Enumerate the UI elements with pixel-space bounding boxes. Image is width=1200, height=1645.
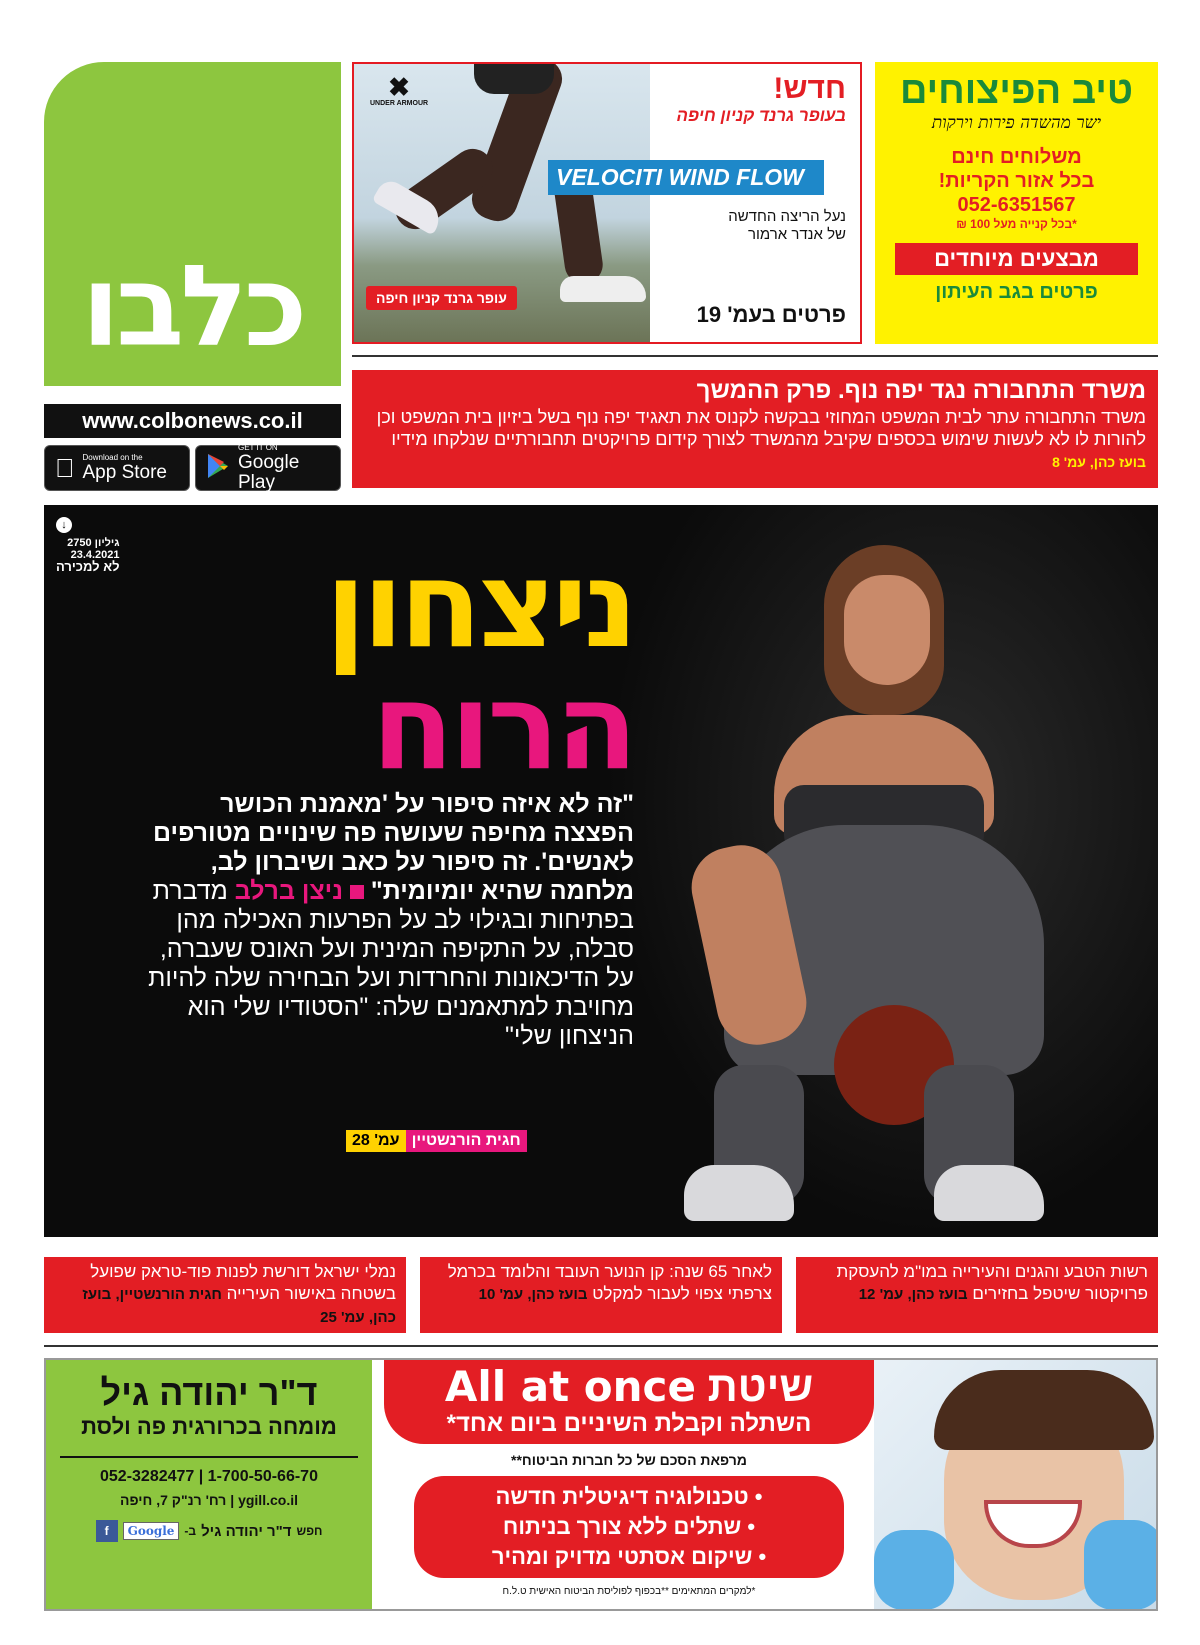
- cover-quote: "זה לא איזה סיפור על 'מאמנת הכושר הפצצה מחיפה שעושה פה שינויים מטורפים לאנשים'. זה סיפור על כאב ושיברון לב, מלחמה שהיא יומיומית": [153, 790, 634, 905]
- dental-fineprint: *למקרים המתאימים **בכפוף לפוליסת הביטוח האישית ט.ל.ח: [502, 1586, 756, 1597]
- dental-title-he: שיטת: [707, 1363, 814, 1410]
- news-headline: משרד התחבורה נגד יפה נוף. פרק ההמשך: [696, 377, 1146, 404]
- cover-page: עמ' 28: [346, 1130, 406, 1152]
- doctor-phones[interactable]: 052-3282477 | 1-700-50-66-70: [100, 1468, 318, 1485]
- facebook-icon[interactable]: f: [96, 1520, 118, 1542]
- logo-text: כלבו: [81, 242, 304, 372]
- pink-bullet-icon: [350, 885, 364, 899]
- pizza-ad[interactable]: [875, 62, 1158, 344]
- cover-title-line-1: ניצחון: [325, 536, 634, 675]
- play-icon: [206, 453, 230, 484]
- download-icon: ↓: [56, 517, 72, 533]
- dental-subtitle: השתלה וקבלת השיניים ביום אחד*: [446, 1410, 812, 1437]
- teaser-1-byline: בועז כהן, עמ' 12: [858, 1286, 968, 1303]
- google-logo[interactable]: Google: [123, 1522, 180, 1540]
- teaser-2-text: לאחר 65 שנה: קן הנוער העובד והלומד בכרמל צרפתי צפוי לעבור למקלט: [447, 1262, 772, 1303]
- ad-desc-2: של אנדר ארמור: [747, 226, 846, 243]
- shop-name: טיב הפיצוחים: [900, 70, 1133, 112]
- issue-date: 23.4.2021: [70, 549, 120, 561]
- doctor-specialty: מומחה בכרורגית פה ולסת: [81, 1414, 337, 1439]
- cover-author: חגית הורנשטיין: [406, 1130, 527, 1152]
- ad-details: פרטים בעמ' 19: [696, 302, 846, 327]
- lead-news-box[interactable]: [352, 370, 1158, 488]
- doctor-address: ygill.co.il | רח' רנ"ק 7, חיפה: [120, 1492, 298, 1508]
- purchase-note: *בכל קנייה מעל 100 ₪: [956, 217, 1077, 231]
- not-for-sale: לא למכירה: [56, 559, 120, 574]
- apple-icon: [55, 453, 75, 484]
- cover-body: מדברת בפתיחות ובגילוי לב על הפרעות האכילה מהן סבלה, על התקיפה המינית ועל האונס שעברה, על הדיכאונות והחרדות ועל הבחירה שלה להיות מחויבת למתאמנים שלה: "הסטודיו שלי הוא הניצחון שלי": [148, 877, 634, 1050]
- feature-item: • טכנולוגיה דיגיטלית חדשה: [495, 1484, 763, 1509]
- teaser-1-text: רשות הטבע והגנים והעירייה במו"מ להעסקת פרויקטור שיטפל בחזירים: [836, 1262, 1148, 1303]
- ad-new-label: חדש!: [773, 72, 846, 105]
- issue-number: גיליון 2750: [67, 537, 120, 549]
- dental-features: [414, 1476, 844, 1578]
- teaser-3-text: נמלי ישראל דורשת לפנות פוד-טראק שפועל בשטחה באישור העירייה: [90, 1262, 396, 1303]
- teaser-3-byline: חגית הורנשטיין, בועז כהן, עמ' 25: [82, 1286, 396, 1326]
- feature-item: • שתלים ללא צורך בניתוח: [502, 1514, 756, 1539]
- dental-title-en: All at once: [444, 1362, 696, 1411]
- ad-store-line: בעופר גרנד קניון חיפה: [676, 106, 846, 125]
- search-suffix: ב-: [184, 1524, 197, 1538]
- news-byline: בועז כהן, עמ' 8: [1052, 454, 1146, 470]
- search-prefix: חפש: [296, 1524, 323, 1538]
- back-page-note: פרטים בגב העיתון: [935, 281, 1098, 303]
- under-armour-logo: ✖ UNDER ARMOUR: [370, 72, 429, 107]
- feature-item: • שיקום אסתטי מדויק ומהיר: [491, 1544, 767, 1569]
- delivery-line-1: משלוחים חינם: [951, 146, 1082, 168]
- search-name: ד"ר יהודה גיל: [201, 1522, 292, 1540]
- delivery-line-2: בכל אזור הקריות!: [938, 170, 1095, 192]
- runner-photo: [354, 64, 650, 344]
- teaser-1[interactable]: [796, 1257, 1158, 1333]
- cover-story[interactable]: [44, 505, 1158, 1237]
- news-body: משרד התחבורה עתר לבית המשפט המחוזי בבקשה לקנוס את תאגיד יפה נוף בשל ביזיון בית המשפט וכן להורות לו לא לעשות שימוש בכספים שקיבל מהמשרד לצורך קידום פרויקטים תחבורתיים שנלקחו מידיו: [376, 407, 1146, 449]
- product-name: VELOCITI WIND FLOW: [548, 160, 824, 195]
- dental-headline: [384, 1360, 874, 1444]
- dental-ad[interactable]: [44, 1358, 1158, 1611]
- teaser-2[interactable]: [420, 1257, 782, 1333]
- specials-badge: מבצעים מיוחדים: [895, 243, 1138, 275]
- google-play-badge[interactable]: GET IT ON Google Play: [195, 445, 341, 491]
- app-store-badge[interactable]: Download on the App Store: [44, 445, 190, 491]
- masthead-logo[interactable]: [44, 62, 341, 386]
- mall-badge: עופר גרנד קניון חיפה: [366, 286, 517, 310]
- dental-insurance: מרפאת הסכם של כל חברות הביטוח**: [511, 1452, 747, 1468]
- shop-phone[interactable]: 052-6351567: [957, 194, 1076, 216]
- doctor-name: ד"ר יהודה גיל: [100, 1372, 318, 1413]
- website-link[interactable]: www.colbonews.co.il: [44, 404, 341, 438]
- under-armour-ad[interactable]: [352, 62, 862, 344]
- cover-title-line-2: הרוח: [371, 658, 634, 797]
- subject-name: ניצן ברלב: [234, 877, 343, 905]
- ad-desc-1: נעל הריצה החדשה: [728, 208, 846, 225]
- patient-photo: [874, 1360, 1156, 1609]
- shop-tagline: ישר מהשדה פירות וירקות: [931, 113, 1102, 133]
- athlete-photo: [604, 505, 1158, 1237]
- teaser-3[interactable]: [44, 1257, 406, 1333]
- doctor-panel: [46, 1360, 372, 1609]
- teaser-2-byline: בועז כהן, עמ' 10: [478, 1286, 588, 1303]
